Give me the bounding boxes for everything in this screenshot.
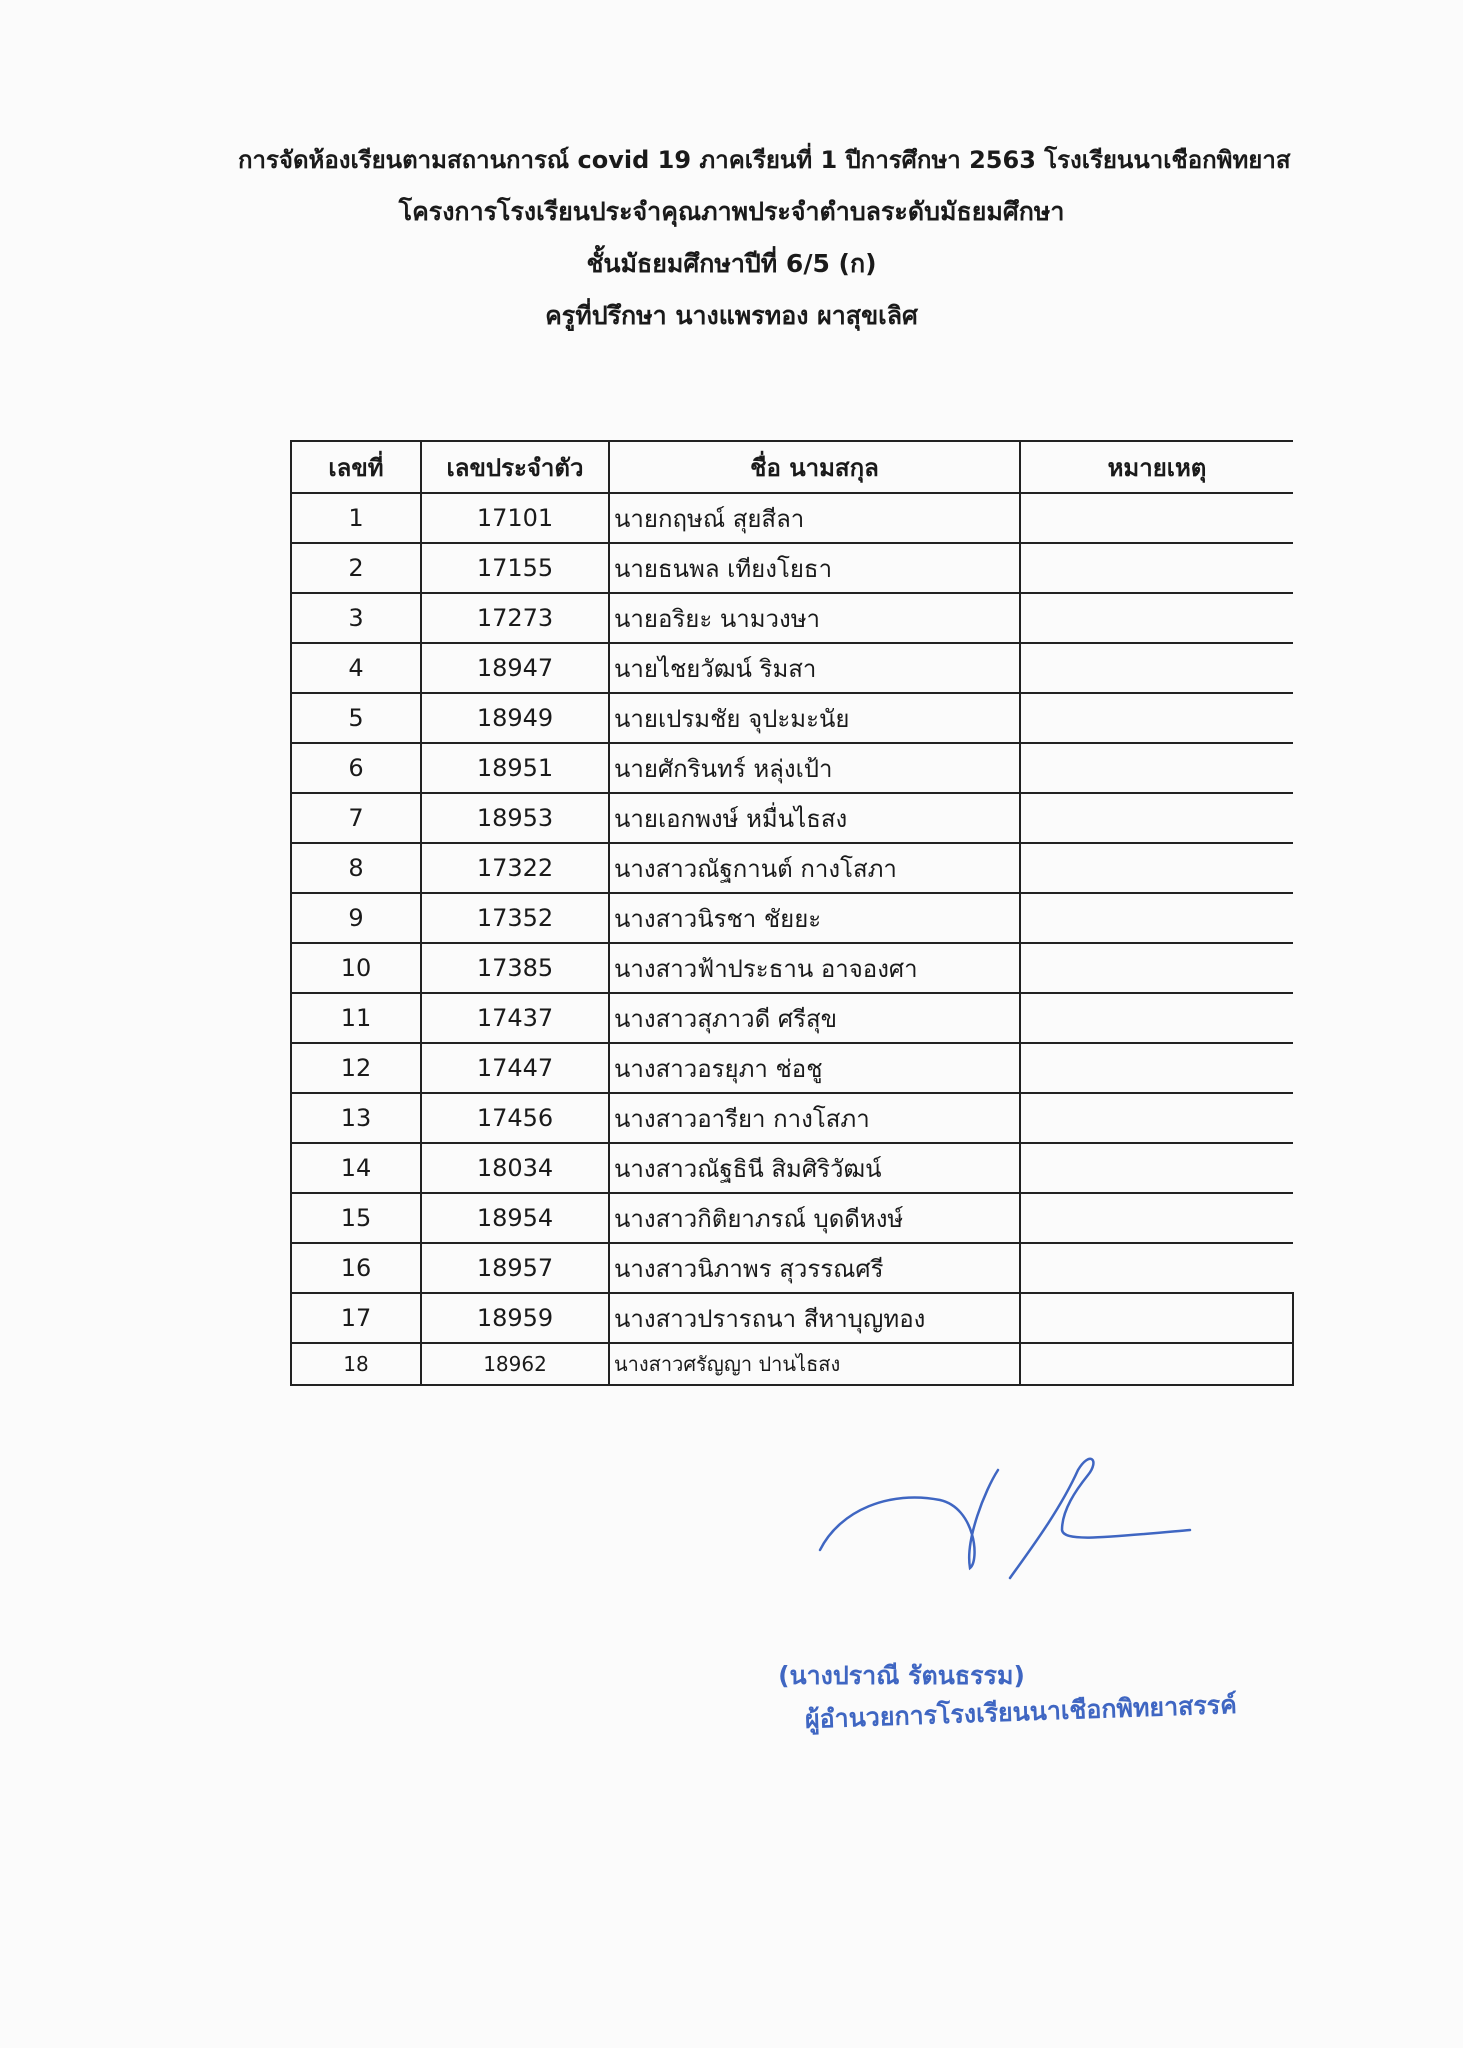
cell-full-name: นายกฤษณ์ สุยสีลา bbox=[609, 493, 1020, 543]
table-row bbox=[291, 893, 1293, 943]
cell-full-name: นางสาวอารียา กางโสภา bbox=[609, 1093, 1020, 1143]
cell-full-name: นายเอกพงษ์ หมื่นไธสง bbox=[609, 793, 1020, 843]
cell-full-name: นายอริยะ นามวงษา bbox=[609, 593, 1020, 643]
signatory-name: (นางปราณี รัตนธรรม) bbox=[778, 1661, 1025, 1690]
column-header-student-id: เลขประจำตัว bbox=[421, 441, 609, 493]
table-row bbox=[291, 643, 1293, 693]
cell-remark bbox=[1020, 1293, 1293, 1343]
cell-full-name: นายศักรินทร์ หลุ่งเป้า bbox=[609, 743, 1020, 793]
table-row bbox=[291, 543, 1293, 593]
cell-number: 4 bbox=[291, 643, 421, 693]
cell-number: 15 bbox=[291, 1193, 421, 1243]
cell-full-name: นางสาวอรยุภา ช่อชู bbox=[609, 1043, 1020, 1093]
cell-student-id: 17456 bbox=[421, 1093, 609, 1143]
cell-student-id: 17447 bbox=[421, 1043, 609, 1093]
cell-remark bbox=[1020, 693, 1293, 743]
cell-remark bbox=[1020, 593, 1293, 643]
cell-remark bbox=[1020, 843, 1293, 893]
signature-image bbox=[800, 1450, 1200, 1580]
cell-full-name: นางสาวปรารถนา สีหาบุญทอง bbox=[609, 1293, 1020, 1343]
cell-student-id: 17352 bbox=[421, 893, 609, 943]
cell-full-name: นางสาวนิภาพร สุวรรณศรี bbox=[609, 1243, 1020, 1293]
cell-full-name: นางสาวสุภาวดี ศรีสุข bbox=[609, 993, 1020, 1043]
cell-full-name: นางสาวกิติยาภรณ์ บุดดีหงษ์ bbox=[609, 1193, 1020, 1243]
cell-remark bbox=[1020, 1193, 1293, 1243]
document-title: การจัดห้องเรียนตามสถานการณ์ covid 19 ภาคเรียนที่ 1 ปีการศึกษา 2563 โรงเรียนนาเชือกพิทยาส bbox=[238, 146, 1291, 174]
cell-full-name: นางสาวฟ้าประธาน อาจองศา bbox=[609, 943, 1020, 993]
table-header-row bbox=[291, 441, 1293, 493]
table-row bbox=[291, 793, 1293, 843]
table-row bbox=[291, 993, 1293, 1043]
table-row bbox=[291, 493, 1293, 543]
cell-student-id: 18957 bbox=[421, 1243, 609, 1293]
cell-full-name: นางสาวณัฐธินี สิมศิริวัฒน์ bbox=[609, 1143, 1020, 1193]
column-header-number: เลขที่ bbox=[291, 441, 421, 493]
project-subtitle: โครงการโรงเรียนประจำคุณภาพประจำตำบลระดับมัธยมศึกษา bbox=[398, 197, 1065, 226]
cell-remark bbox=[1020, 543, 1293, 593]
cell-number: 9 bbox=[291, 893, 421, 943]
cell-remark bbox=[1020, 1093, 1293, 1143]
table-row bbox=[291, 1343, 1293, 1385]
table-row bbox=[291, 743, 1293, 793]
cell-full-name: นางสาวณัฐกานต์ กางโสภา bbox=[609, 843, 1020, 893]
cell-number: 12 bbox=[291, 1043, 421, 1093]
cell-number: 14 bbox=[291, 1143, 421, 1193]
cell-number: 7 bbox=[291, 793, 421, 843]
table-row bbox=[291, 693, 1293, 743]
cell-student-id: 17101 bbox=[421, 493, 609, 543]
cell-student-id: 17322 bbox=[421, 843, 609, 893]
cell-number: 5 bbox=[291, 693, 421, 743]
table-row bbox=[291, 1143, 1293, 1193]
table-row bbox=[291, 943, 1293, 993]
cell-student-id: 18959 bbox=[421, 1293, 609, 1343]
advisor-teacher: ครูที่ปรึกษา นางแพรทอง ผาสุขเลิศ bbox=[545, 301, 918, 330]
cell-remark bbox=[1020, 493, 1293, 543]
table-row bbox=[291, 1093, 1293, 1143]
cell-number: 10 bbox=[291, 943, 421, 993]
cell-number: 13 bbox=[291, 1093, 421, 1143]
table-row bbox=[291, 843, 1293, 893]
cell-student-id: 17155 bbox=[421, 543, 609, 593]
cell-full-name: นายเปรมชัย จุปะมะนัย bbox=[609, 693, 1020, 743]
cell-number: 1 bbox=[291, 493, 421, 543]
table-row bbox=[291, 1193, 1293, 1243]
table-body bbox=[291, 493, 1293, 1385]
cell-remark bbox=[1020, 1343, 1293, 1385]
cell-number: 2 bbox=[291, 543, 421, 593]
cell-student-id: 18949 bbox=[421, 693, 609, 743]
column-header-full-name: ชื่อ นามสกุล bbox=[609, 441, 1020, 493]
cell-full-name: นายธนพล เทียงโยธา bbox=[609, 543, 1020, 593]
cell-remark bbox=[1020, 743, 1293, 793]
table-row bbox=[291, 1293, 1293, 1343]
class-level: ชั้นมัธยมศึกษาปีที่ 6/5 (ก) bbox=[586, 249, 877, 278]
cell-full-name: นายไชยวัฒน์ ริมสา bbox=[609, 643, 1020, 693]
cell-remark bbox=[1020, 643, 1293, 693]
cell-remark bbox=[1020, 793, 1293, 843]
cell-number: 18 bbox=[291, 1343, 421, 1385]
cell-full-name: นางสาวนิรชา ชัยยะ bbox=[609, 893, 1020, 943]
cell-student-id: 17437 bbox=[421, 993, 609, 1043]
cell-remark bbox=[1020, 1243, 1293, 1293]
cell-number: 3 bbox=[291, 593, 421, 643]
cell-remark bbox=[1020, 1043, 1293, 1093]
cell-student-id: 18953 bbox=[421, 793, 609, 843]
cell-remark bbox=[1020, 893, 1293, 943]
cell-number: 11 bbox=[291, 993, 421, 1043]
cell-student-id: 18947 bbox=[421, 643, 609, 693]
signatory-title: ผู้อำนวยการโรงเรียนนาเชือกพิทยาสรรค์ bbox=[804, 1689, 1238, 1734]
cell-number: 8 bbox=[291, 843, 421, 893]
cell-number: 17 bbox=[291, 1293, 421, 1343]
column-header-remark: หมายเหตุ bbox=[1020, 441, 1293, 493]
cell-number: 6 bbox=[291, 743, 421, 793]
cell-student-id: 18962 bbox=[421, 1343, 609, 1385]
table-row bbox=[291, 593, 1293, 643]
cell-student-id: 17273 bbox=[421, 593, 609, 643]
cell-student-id: 17385 bbox=[421, 943, 609, 993]
table-row bbox=[291, 1043, 1293, 1093]
student-roster-table bbox=[290, 440, 1294, 1386]
cell-student-id: 18034 bbox=[421, 1143, 609, 1193]
cell-remark bbox=[1020, 993, 1293, 1043]
cell-remark bbox=[1020, 1143, 1293, 1193]
cell-student-id: 18951 bbox=[421, 743, 609, 793]
cell-full-name: นางสาวศรัญญา ปานไธสง bbox=[609, 1343, 1020, 1385]
cell-number: 16 bbox=[291, 1243, 421, 1293]
cell-student-id: 18954 bbox=[421, 1193, 609, 1243]
cell-remark bbox=[1020, 943, 1293, 993]
table-row bbox=[291, 1243, 1293, 1293]
